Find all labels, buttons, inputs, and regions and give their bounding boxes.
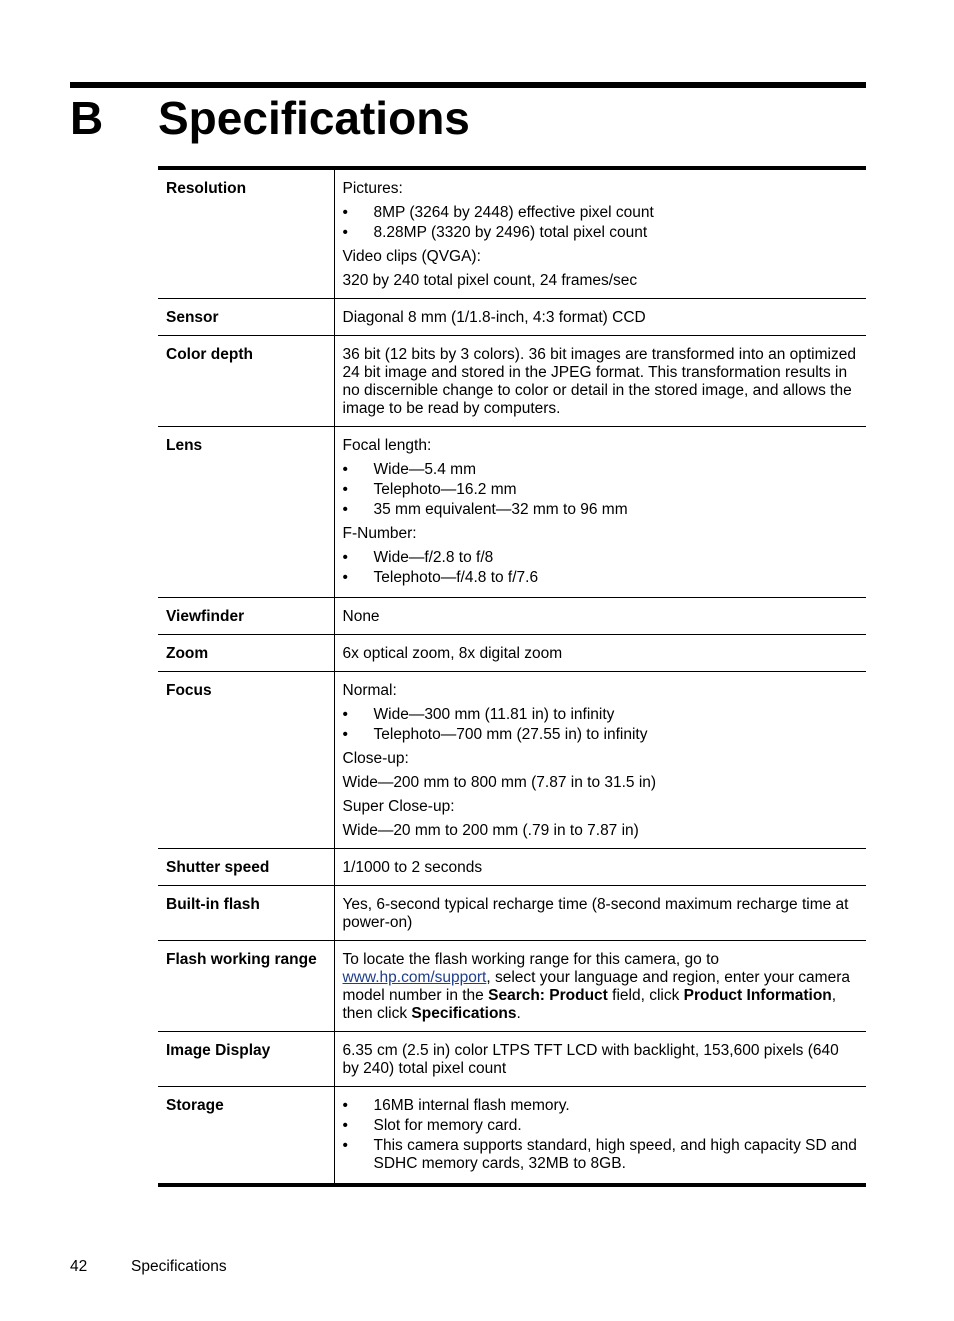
spec-value [334,598,866,635]
bullet-list [343,706,859,744]
spec-label: Focus [158,672,334,849]
bold-term: Specifications [411,1005,517,1022]
spec-label: Shutter speed [158,849,334,886]
spec-text: Yes, 6-second typical recharge time (8-second maximum recharge time at power-on) [342,896,849,931]
spec-value [334,849,866,886]
spec-text: Video clips (QVGA): [342,248,481,265]
spec-value [334,886,866,941]
bullet-item: • Wide—f/2.8 to f/8 [343,549,859,567]
spec-value [334,635,866,672]
spec-row-storage [158,1087,866,1186]
spec-text: None [342,608,380,625]
spec-label: Sensor [158,299,334,336]
bullet-item: • 8MP (3264 by 2448) effective pixel count [343,204,859,222]
spec-text: 320 by 240 total pixel count, 24 frames/sec [342,272,638,289]
spec-text: 1/1000 to 2 seconds [342,859,483,876]
spec-row-flash-working-range [158,941,866,1032]
bullet-list [343,1097,859,1173]
text-run: , select your language and region, enter your camera model number in the [342,969,850,1004]
bullet-item: • Telephoto—16.2 mm [343,481,859,499]
spec-text: Focal length: [342,437,432,454]
bullet-list [343,549,859,587]
chapter-letter: B [70,92,104,144]
spec-text: Close-up: [342,750,409,767]
spec-row-viewfinder [158,598,866,635]
spec-text: Pictures: [342,180,403,197]
spec-label: Built-in flash [158,886,334,941]
specifications-table-body [158,168,866,1185]
bullet-item: • Slot for memory card. [343,1117,859,1135]
spec-text: Wide—20 mm to 200 mm (.79 in to 7.87 in) [342,822,639,839]
spec-value [334,941,866,1032]
specifications-table [158,166,866,1187]
spec-label: Viewfinder [158,598,334,635]
spec-row-image-display [158,1032,866,1087]
spec-value [334,299,866,336]
bullet-list [343,204,859,242]
spec-row-focus [158,672,866,849]
spec-text: Super Close-up: [342,798,455,815]
spec-row-resolution [158,168,866,299]
bold-term: Product Information [683,987,832,1004]
page-number: 42 [70,1258,88,1275]
bullet-item: • Telephoto—f/4.8 to f/7.6 [343,569,859,587]
spec-value [334,427,866,598]
spec-label: Color depth [158,336,334,427]
spec-row-sensor [158,299,866,336]
spec-text: F-Number: [342,525,417,542]
text-run: To locate the flash working range for this camera, go to [342,951,720,968]
spec-row-built-in-flash [158,886,866,941]
spec-label: Resolution [158,168,334,299]
spec-row-zoom [158,635,866,672]
bullet-item: • 8.28MP (3320 by 2496) total pixel count [343,224,859,242]
bold-term: Search: Product [488,987,608,1004]
footer-title: Specifications [131,1258,227,1275]
chapter-title: Specifications [158,92,470,144]
bullet-item: • Wide—300 mm (11.81 in) to infinity [343,706,859,724]
spec-label: Lens [158,427,334,598]
bullet-item: • Telephoto—700 mm (27.55 in) to infinity [343,726,859,744]
spec-text: Wide—200 mm to 800 mm (7.87 in to 31.5 in) [342,774,657,791]
spec-value [334,336,866,427]
spec-text: Normal: [342,682,397,699]
spec-text: 6x optical zoom, 8x digital zoom [342,645,563,662]
spec-row-shutter-speed [158,849,866,886]
text-run: field, click [607,987,684,1004]
spec-text: 6.35 cm (2.5 in) color LTPS TFT LCD with backlight, 153,600 pixels (640 by 240) total pixel count [342,1042,839,1077]
bullet-item: • This camera supports standard, high speed, and high capacity SD and SDHC memory cards, 32MB to 8GB. [343,1137,859,1173]
hp-support-link[interactable]: www.hp.com/support [342,969,487,986]
spec-text: Diagonal 8 mm (1/1.8-inch, 4:3 format) CCD [342,309,646,326]
text-run: , then click [342,987,837,1022]
bullet-item: • 35 mm equivalent—32 mm to 96 mm [343,501,859,519]
text-run: . [516,1005,521,1022]
spec-row-color-depth [158,336,866,427]
spec-label: Flash working range [158,941,334,1032]
spec-text: 36 bit (12 bits by 3 colors). 36 bit images are transformed into an optimized 24 bit image and stored in the JPEG format. This transformation results in no discernible change to color or detail in the stored image, and allows the image to be read by computers. [342,346,856,417]
spec-value [334,1087,866,1186]
spec-label: Image Display [158,1032,334,1087]
top-rule [70,82,866,88]
spec-value [334,1032,866,1087]
spec-rich-text [343,951,859,1023]
spec-value [334,168,866,299]
spec-label: Storage [158,1087,334,1186]
spec-label: Zoom [158,635,334,672]
bullet-item: • 16MB internal flash memory. [343,1097,859,1115]
bullet-item: • Wide—5.4 mm [343,461,859,479]
bullet-list [343,461,859,519]
spec-value [334,672,866,849]
spec-row-lens [158,427,866,598]
